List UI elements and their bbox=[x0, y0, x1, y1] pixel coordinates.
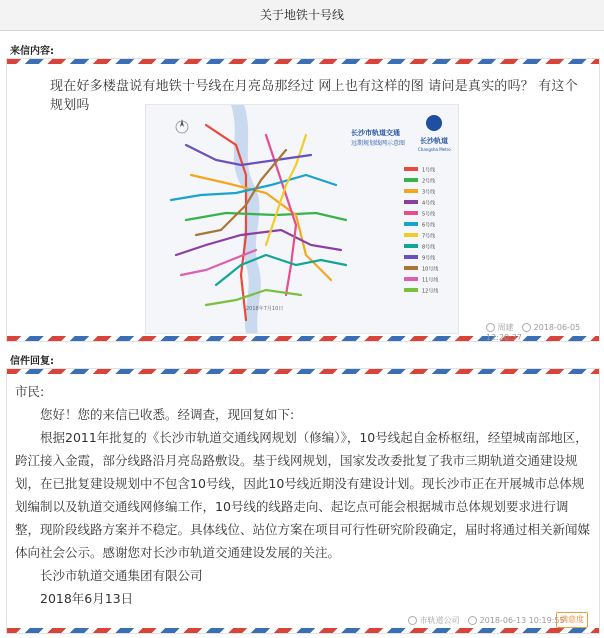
changsha-metro-logo bbox=[418, 115, 451, 152]
reply-meta bbox=[408, 615, 565, 626]
reply-body bbox=[15, 380, 593, 610]
page-title: 关于地铁十号线 bbox=[0, 0, 604, 31]
legend-label: 5号线 bbox=[422, 211, 436, 218]
legend-swatch bbox=[404, 222, 418, 226]
letter-date: 2018-06-05 12:20:37 bbox=[486, 323, 581, 342]
map-title-line1: 长沙市轨道交通 bbox=[351, 129, 400, 137]
legend-label: 3号线 bbox=[422, 189, 436, 196]
legend-swatch bbox=[404, 255, 418, 259]
legend-label: 6号线 bbox=[422, 222, 436, 229]
reply-date-cn: 2018年6月13日 bbox=[40, 591, 134, 606]
reply-paragraph-1: 您好！您的来信已收悉。经调查，现回复如下: bbox=[40, 407, 295, 422]
letter-question: 现在好多楼盘说有地铁十号线在月亮岛那经过 网上也有这样的图 请问是真实的吗？ 有这个规划吗 bbox=[50, 79, 578, 113]
airmail-border-bottom bbox=[7, 628, 599, 633]
reply-paragraph-2: 根据2011年批复的《长沙市轨道交通线网规划（修编）》，10号线起自金桥枢纽，经望城南部地区，跨江接入金霞，部分线路沿月亮岛路敷设。基于线网规划，国家发改委批复了我市三期轨道交通建设规划，在已批复建设规划中不包含10号线，因此10号线近期没有建设计划。现长沙市正在开展城市总体规划编制以及轨道交通线网修编工作，10号线的线路走向、起讫点可能会根据城市总体规划要求进行调整，现阶段线路方案并不稳定。具体线位、站位方案在项目可行性研究阶段确定，届时将通过相关新闻媒体向社会公示。感谢您对长沙市轨道交通建设发展的关注。 bbox=[15, 430, 591, 560]
legend-swatch bbox=[404, 211, 418, 215]
clock-icon bbox=[522, 323, 531, 332]
clock-icon bbox=[468, 616, 477, 625]
user-icon bbox=[408, 616, 417, 625]
airmail-border-top bbox=[7, 59, 599, 64]
legend-label: 4号线 bbox=[422, 200, 436, 207]
legend-swatch bbox=[404, 178, 418, 182]
legend-swatch bbox=[404, 277, 418, 281]
legend-label: 8号线 bbox=[422, 244, 436, 251]
legend-label: 2号线 bbox=[422, 178, 436, 185]
user-icon bbox=[486, 323, 495, 332]
letter-meta bbox=[486, 322, 604, 342]
legend-label: 1号线 bbox=[422, 167, 436, 174]
legend-label: 11号线 bbox=[422, 277, 439, 284]
map-title-line2: 远期规划线网示意图 bbox=[351, 140, 406, 147]
reply-salutation: 市民: bbox=[15, 384, 45, 399]
legend-swatch bbox=[404, 244, 418, 248]
legend-label: 12号线 bbox=[422, 288, 439, 295]
metro-map-image[interactable] bbox=[145, 104, 459, 334]
legend-swatch bbox=[404, 167, 418, 171]
legend-swatch bbox=[404, 288, 418, 292]
legend-swatch bbox=[404, 266, 418, 270]
reply-section-label: 信件回复: bbox=[10, 356, 54, 367]
reply-date: 2018-06-13 10:19:55 bbox=[479, 616, 565, 625]
legend-swatch bbox=[404, 189, 418, 193]
map-legend bbox=[404, 167, 438, 295]
svg-text:长沙轨道: 长沙轨道 bbox=[420, 137, 448, 145]
reply-author: 市轨道公司 bbox=[419, 616, 460, 625]
letter-author: 周建 bbox=[497, 323, 514, 332]
legend-swatch bbox=[404, 233, 418, 237]
svg-text:Changsha Metro: Changsha Metro bbox=[418, 147, 451, 152]
letter-section-label: 来信内容: bbox=[10, 46, 54, 57]
legend-swatch bbox=[404, 200, 418, 204]
compass-icon bbox=[176, 119, 188, 133]
map-footer: 2018年7月10日 bbox=[246, 306, 284, 312]
reply-org: 长沙市轨道交通集团有限公司 bbox=[40, 568, 203, 583]
legend-label: 7号线 bbox=[422, 233, 436, 240]
legend-label: 9号线 bbox=[422, 255, 436, 262]
legend-label: 10号线 bbox=[422, 266, 439, 273]
airmail-border-top bbox=[7, 369, 599, 374]
satisfaction-button[interactable]: 满意度 bbox=[556, 612, 588, 628]
